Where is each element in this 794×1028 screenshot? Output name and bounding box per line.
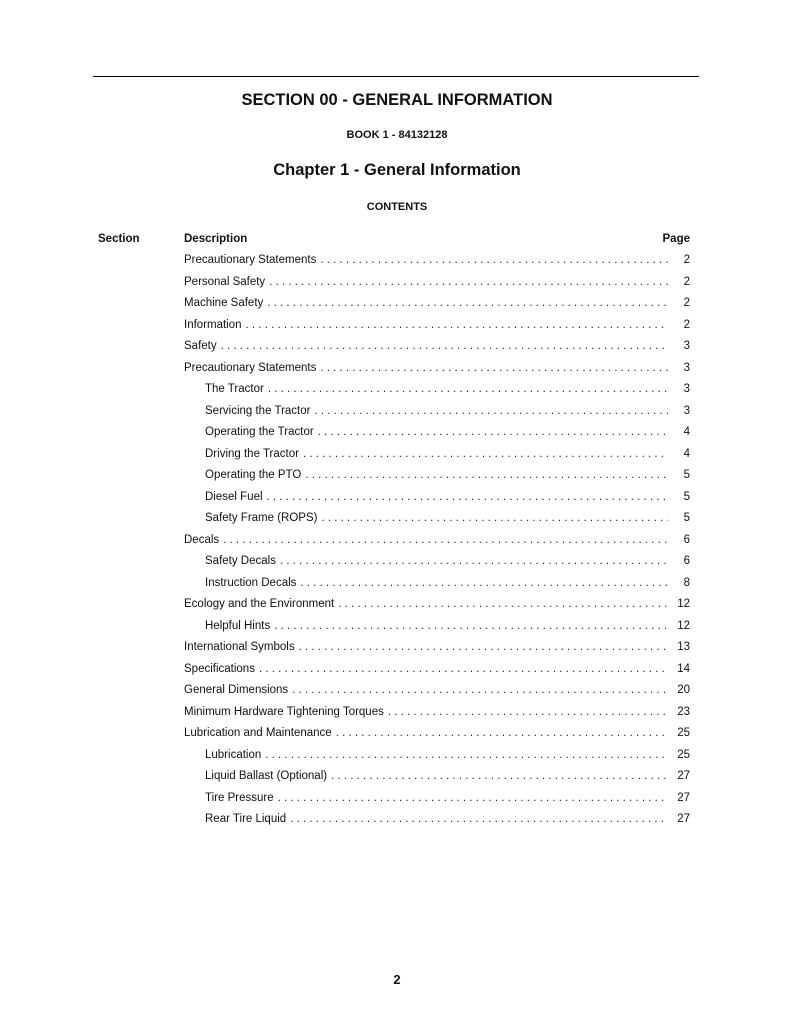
dot-leader: [268, 379, 668, 401]
toc-entry-title: General Dimensions: [184, 684, 289, 696]
toc-entry[interactable]: [184, 594, 690, 616]
toc-entry-page: 4: [683, 447, 690, 460]
toc-entry[interactable]: [184, 530, 690, 552]
table-of-contents: [184, 250, 690, 831]
toc-entry[interactable]: [184, 766, 690, 788]
toc-entry[interactable]: [184, 336, 690, 358]
toc-entry-page: 13: [677, 641, 690, 653]
toc-entry-title: Instruction Decals: [205, 576, 297, 589]
toc-entry[interactable]: [184, 358, 690, 380]
toc-entry-title: The Tractor: [205, 383, 264, 395]
column-header-section: Section: [98, 233, 140, 245]
dot-leader: [259, 659, 668, 681]
dot-leader: [292, 680, 668, 702]
toc-entry-title: Helpful Hints: [205, 619, 271, 632]
dot-leader: [223, 530, 668, 552]
dot-leader: [300, 573, 668, 595]
toc-entry-page: 27: [677, 813, 690, 825]
toc-entry-page: 8: [683, 576, 690, 589]
contents-heading: CONTENTS: [366, 201, 428, 213]
column-header-description: Description: [184, 233, 248, 245]
toc-entry[interactable]: [184, 422, 690, 444]
toc-entry-title: Information: [184, 318, 242, 331]
book-number: BOOK 1 - 84132128: [346, 129, 448, 141]
dot-leader: [331, 766, 668, 788]
page-number: 2: [393, 972, 401, 987]
dot-leader: [320, 358, 668, 380]
toc-entry-page: 27: [677, 770, 690, 782]
toc-entry-title: Servicing the Tractor: [205, 404, 311, 417]
toc-entry[interactable]: [184, 573, 690, 595]
toc-entry-page: 2: [683, 254, 690, 266]
toc-entry[interactable]: [184, 702, 690, 724]
toc-entry-page: 6: [683, 555, 690, 567]
dot-leader: [265, 745, 668, 767]
toc-entry[interactable]: [184, 659, 690, 681]
toc-entry-page: 4: [683, 426, 690, 438]
dot-leader: [388, 702, 668, 724]
toc-entry[interactable]: [184, 465, 690, 487]
toc-entry-title: Lubrication: [205, 748, 262, 761]
section-title: SECTION 00 - GENERAL INFORMATION: [241, 91, 553, 109]
toc-entry[interactable]: [184, 293, 690, 315]
toc-entry-title: Safety Frame (ROPS): [205, 512, 318, 524]
dot-leader: [321, 508, 668, 530]
toc-entry-page: 25: [677, 748, 690, 761]
dot-leader: [269, 272, 668, 294]
dot-leader: [246, 315, 668, 337]
toc-entry-page: 23: [677, 705, 690, 718]
toc-entry-title: Decals: [184, 533, 220, 546]
toc-entry[interactable]: [184, 272, 690, 294]
toc-entry-title: Driving the Tractor: [205, 447, 299, 460]
dot-leader: [320, 250, 668, 272]
toc-entry[interactable]: [184, 315, 690, 337]
toc-entry-title: Rear Tire Liquid: [205, 813, 287, 825]
dot-leader: [280, 551, 668, 573]
toc-entry-page: 3: [683, 340, 690, 352]
toc-entry[interactable]: [184, 401, 690, 423]
toc-entry[interactable]: [184, 637, 690, 659]
toc-entry[interactable]: [184, 788, 690, 810]
toc-entry-page: 3: [683, 404, 690, 417]
toc-entry-title: Operating the PTO: [205, 469, 302, 481]
dot-leader: [278, 788, 668, 810]
toc-entry[interactable]: [184, 508, 690, 530]
toc-entry[interactable]: [184, 551, 690, 573]
toc-entry-title: Precautionary Statements: [184, 254, 317, 266]
toc-entry-title: Ecology and the Environment: [184, 598, 335, 610]
toc-entry-title: Safety: [184, 340, 217, 352]
toc-entry[interactable]: [184, 250, 690, 272]
toc-entry-page: 12: [677, 619, 690, 632]
toc-entry[interactable]: [184, 745, 690, 767]
toc-entry-page: 12: [677, 598, 690, 610]
toc-entry[interactable]: [184, 680, 690, 702]
dot-leader: [305, 465, 668, 487]
toc-entry-title: Precautionary Statements: [184, 361, 317, 374]
dot-leader: [267, 293, 668, 315]
toc-entry-page: 2: [683, 297, 690, 309]
toc-entry-title: Diesel Fuel: [205, 490, 263, 503]
toc-entry-page: 5: [683, 490, 690, 503]
toc-entry-page: 27: [677, 791, 690, 804]
dot-leader: [274, 616, 668, 638]
toc-entry-title: Liquid Ballast (Optional): [205, 770, 328, 782]
dot-leader: [314, 401, 668, 423]
toc-entry[interactable]: [184, 616, 690, 638]
dot-leader: [221, 336, 668, 358]
dot-leader: [290, 809, 668, 831]
toc-entry-title: Specifications: [184, 662, 255, 675]
toc-entry-title: Minimum Hardware Tightening Torques: [184, 705, 384, 718]
top-rule: [93, 76, 699, 77]
toc-entry-page: 20: [677, 684, 690, 696]
toc-entry-page: 5: [683, 512, 690, 524]
toc-entry-page: 6: [683, 533, 690, 546]
toc-entry[interactable]: [184, 723, 690, 745]
dot-leader: [303, 444, 668, 466]
toc-entry-page: 3: [683, 383, 690, 395]
toc-entry-page: 14: [677, 662, 690, 675]
toc-entry-title: Personal Safety: [184, 275, 266, 288]
dot-leader: [338, 594, 668, 616]
column-header-page: Page: [662, 233, 690, 245]
toc-entry-title: Tire Pressure: [205, 791, 274, 804]
toc-entry[interactable]: [184, 379, 690, 401]
chapter-title: Chapter 1 - General Information: [273, 161, 521, 179]
toc-entry-title: Machine Safety: [184, 297, 264, 309]
toc-entry[interactable]: [184, 809, 690, 831]
toc-entry-page: 2: [683, 275, 690, 288]
toc-entry-page: 5: [683, 469, 690, 481]
dot-leader: [299, 637, 668, 659]
toc-entry-title: Lubrication and Maintenance: [184, 727, 332, 739]
dot-leader: [267, 487, 668, 509]
toc-entry-title: Safety Decals: [205, 555, 276, 567]
toc-entry-page: 3: [683, 361, 690, 374]
toc-entry-title: Operating the Tractor: [205, 426, 314, 438]
toc-entry[interactable]: [184, 444, 690, 466]
dot-leader: [318, 422, 668, 444]
toc-entry-title: International Symbols: [184, 641, 295, 653]
toc-entry-page: 25: [677, 727, 690, 739]
toc-entry[interactable]: [184, 487, 690, 509]
toc-entry-page: 2: [683, 318, 690, 331]
dot-leader: [336, 723, 668, 745]
